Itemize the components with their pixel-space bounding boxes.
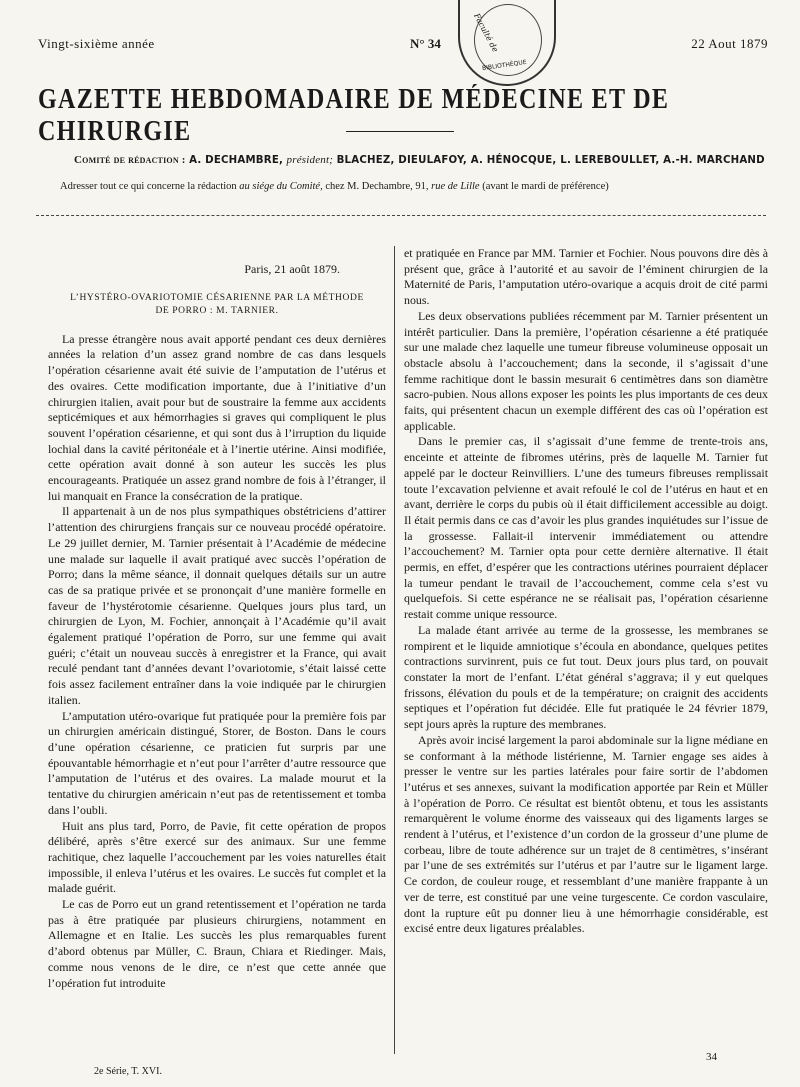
masthead-title: GAZETTE HEBDOMADAIRE DE MÉDECINE ET DE CHIRURGIE <box>38 84 670 147</box>
paragraph: La malade étant arrivée au terme de la grossesse, les membranes se rompirent et le liquide amniotique s’écoula en abondance, quelques petites contractions survinrent, puis ce fut tout. Deux jours plus tard, on pouvait constater la mort de l’enfant. L’état général s’aggrava; il y eut quelques frissons, élévation du pouls et de la température; on craignit des accidents septiques et l’opération fut décidée. Elle fut pratiquée le 24 février 1879, sept jours après la rupture des membranes. <box>404 622 768 732</box>
paragraph: Huit ans plus tard, Porro, de Pavie, fit cette opération de propos délibéré, après s’être exercé sur des animaux. Sur une femme rachitique, chez laquelle l’accouchement par les voies naturelles était impossible, il enleva l’utérus et les ovaires. Le succès fut complet et la malade guérit. <box>48 818 386 896</box>
issue-year: Vingt-sixième année <box>38 36 155 51</box>
committee-label: Comité de rédaction : <box>74 154 186 166</box>
issue-date: 22 Aout 1879 <box>691 36 768 51</box>
stamp-text-top: Faculté de <box>472 12 500 54</box>
paragraph: La presse étrangère nous avait apporté pendant ces deux dernières années la relation d’un assez grand nombre de cas dans lesquels l’opération césarienne avait été suivie de l’amputation de l’utérus et des ovaires. Cette modification importante, due à l’initiative d’un chirurgien italien, avait pour but de soustraire la femme aux accidents septicémiques et aux hémorrhagies si graves qui compliquent le plus souvent l’opération césarienne, et qui sont dus à l’irruption du liquide lochial dans la cavité péritonéale et à l’inertie utérine. Ainsi modifiée, cette opération avait donné à son auteur les succès les plus encourageants. Pratiquée un assez grand nombre de fois à l’étranger, il lui manquait en France la consécration de la pratique. <box>48 331 386 503</box>
article-title <box>48 292 386 318</box>
paragraph: Les deux observations publiées récemment par M. Tarnier présentent un intérêt particulier. Dans la première, l’opération césarienne a été pratiquée sur une malade chez laquelle une tumeur fibreuse volumineuse opposait un obstacle absolu à l’accouchement; dans la seconde, il s’agissait d’une femme rachitique dont le bassin mesurait 6 centimètres dans son diamètre sacro-pubien. Nous allons exposer les points les plus importants de ces deux faits, qui présentent chacun un exemple différent des cas où l’opération est applicable. <box>404 308 768 433</box>
article-column-right <box>404 246 768 937</box>
article-title-line-1: L’HYSTÉRO-OVARIOTOMIE CÉSARIENNE PAR LA MÉTHODE <box>70 292 364 303</box>
paragraph-continued: et pratiquée en France par MM. Tarnier et Fochier. Nous pouvons dire dès à présent que, grâce à l’autorité et au savoir de l’éminent chirurgien de la Maternité de Paris, l’amputation utéro-ovarique a acquis droit de cité parmi nous. <box>404 246 768 308</box>
stamp-text-bottom: BIBLIOTHÈQUE <box>481 58 527 73</box>
committee-members: BLACHEZ, DIEULAFOY, A. HÉNOCQUE, L. LEREBOULLET, A.-H. MARCHAND <box>336 155 765 166</box>
editorial-address <box>60 181 760 192</box>
committee-president-role: président; <box>286 154 334 166</box>
issue-header <box>38 36 768 56</box>
column-divider <box>394 246 395 1054</box>
masthead-rule <box>346 131 454 132</box>
address-part-1: Adresser tout ce qui concerne la rédaction <box>60 181 237 192</box>
page-number: 34 <box>706 1051 717 1063</box>
address-part-4: rue de Lille <box>431 181 480 192</box>
editorial-committee <box>74 154 765 166</box>
library-stamp <box>458 0 556 86</box>
header-divider <box>36 215 766 216</box>
address-part-2: au siége du Comité, <box>239 181 323 192</box>
address-part-3: chez M. Dechambre, 91, <box>325 181 429 192</box>
paragraph: Le cas de Porro eut un grand retentissement et l’opération ne tarda pas à être pratiquée par plusieurs chirurgiens, notamment en Allemagne et en Italie. Les succès les plus remarquables furent d’abord obtenus par Müller, C. Braun, Chiara et Riedinger. Mais, comme nous venons de le dire, ce n’est que cette année que l’opération fut introduite <box>48 897 386 990</box>
paragraph: L’amputation utéro-ovarique fut pratiquée pour la première fois par un chirurgien américain distingué, Storer, de Boston. Dans le cours d’une opération césarienne, ce praticien fut surpris par une épouvantable hémorrhagie et n’eut pour l’arrêter d’autre ressource que l’amputation de l’utérus et des ovaires. La malade mourut et la tentative du chirurgien américain n’eut pas de retentissement et tomba dans l’oubli. <box>48 708 386 817</box>
article-dateline: Paris, 21 août 1879. <box>244 262 340 276</box>
paragraph: Après avoir incisé largement la paroi abdominale sur la ligne médiane en se conformant à la méthode listérienne, M. Tarnier engage ses aides à presser le ventre sur les parties latérales pour faire sortir de l’abdomen l’utérus et ses annexes, suivant la modification apportée par Rein et Müller à l’opération de Porro. Ce résultat est bientôt obtenu, et tous les assistants remarquèrent le volume énorme des vaisseaux qui des ligaments larges se rendent à l’utérus, et l’existence d’un cordon de la grosseur d’une plume de corbeau, libre de toute adhérence sur un trajet de 8 centimètres, s’insérant par l’une de ses extrémités sur l’utérus et par l’autre sur le ligament large. Ce cordon, de couleur rouge, et ressemblant d’une manière frappante à un ver de terre, est constitué par une veine turgescente. Ce cordon vasculaire, dont la rupture eût pu donner lieu à une hémorrhagie considérable, est excisé entre deux ligatures préalables. <box>404 732 768 936</box>
committee-president: A. DECHAMBRE, <box>189 155 284 166</box>
article-column-left <box>48 262 386 991</box>
series-volume: 2e Série, T. XVI. <box>94 1066 162 1077</box>
paragraph: Il appartenait à un de nos plus sympathiques obstétriciens d’attirer l’attention des chirurgiens français sur ce nouveau procédé opératoire. Le 29 juillet dernier, M. Tarnier présentait à l’Académie de médecine une malade sur laquelle il avait pratiqué avec succès l’opération de Porro; dans la même séance, il donnait quelques détails sur un autre cas de sa pratique privée et se prononçait d’une manière formelle en faveur de l’hystérotomie césarienne. Quelques jours plus tard, un chirurgien de Lyon, M. Fochier, annonçait à l’Académie qu’il avait également pratiqué l’opération de Porro, sur une femme qui avait guéri; c’était un nouveau succès à enregistrer et la France, qui avait reculé pendant tant d’années devant l’ovariotomie, s’était laissé cette fois assez facilement entraîner dans la voie indiquée par le chirurgien italien. <box>48 504 386 707</box>
paragraph: Dans le premier cas, il s’agissait d’une femme de trente-trois ans, enceinte et atteinte de fibromes utérins, près de laquelle M. Tarnier fut appelé par le docteur Reinvilliers. L’une des tumeurs fibreuses remplissait toute l’excavation pelvienne et avait refoulé le col de l’utérus en haut et en avant, derrière le corps du pubis où il était difficilement accessible au doigt. Il était permis dans ce cas d’avoir les plus grandes inquiétudes sur l’issue de la grossesse. Fallait-il intervenir immédiatement ou attendre l’accouchement? M. Tarnier opta pour cette dernière alternative. Il était permis, en effet, d’espérer que les contractions utérines pourraient déplacer la tumeur pendant le travail de l’accouchement, comme cela s’est vu quelquefois. Si cette espérance ne se réalisait pas, l’opération césarienne restait comme unique ressource. <box>404 434 768 622</box>
issue-number: N° 34 <box>410 36 441 51</box>
address-part-5: (avant le mardi de préférence) <box>482 181 609 192</box>
article-title-line-2: DE PORRO : M. TARNIER. <box>155 305 279 316</box>
